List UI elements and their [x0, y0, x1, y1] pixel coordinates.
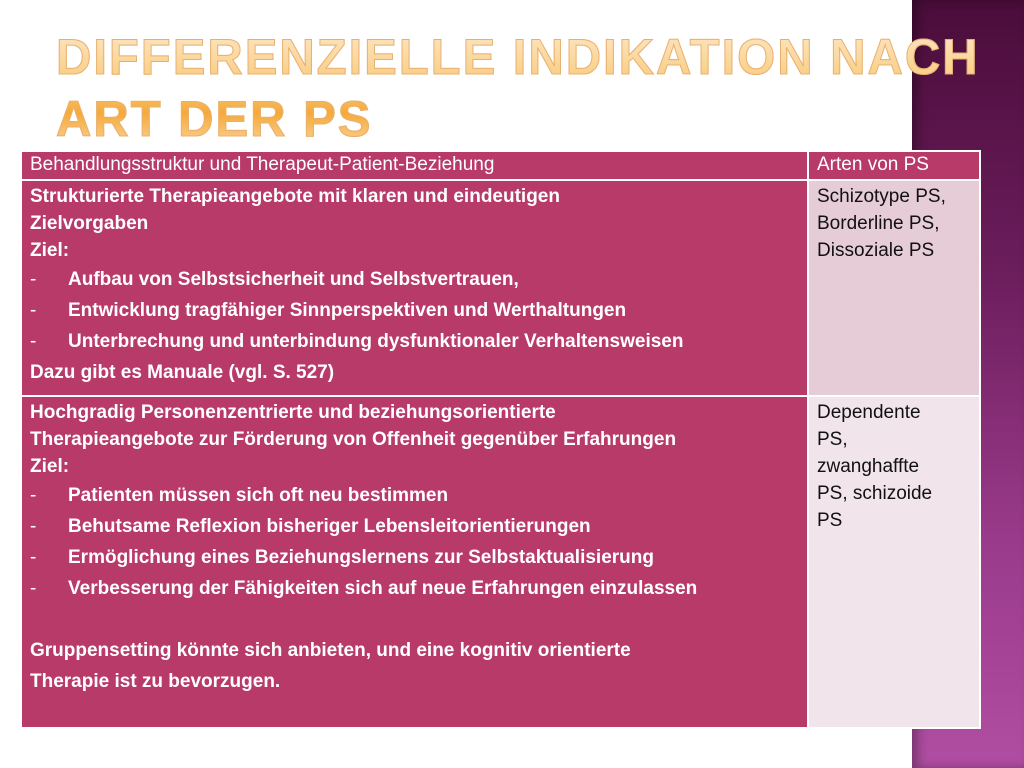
ps-type: PS [817, 510, 843, 531]
title-line-1: DIFFERENZIELLE INDIKATION NACH [56, 29, 980, 85]
list-item-text: Entwicklung tragfähiger Sinnperspektiven und Werthaltungen [68, 300, 627, 321]
dash-bullet: - [30, 485, 37, 506]
list-item-text: Ermöglichung eines Beziehungslernens zur Selbstaktualisierung [68, 547, 654, 568]
slide-title [56, 26, 980, 150]
header-ps-types: Arten von PS [808, 151, 980, 180]
ps-type: PS, [817, 429, 848, 450]
outro-line: Therapie ist zu bevorzugen. [30, 671, 281, 692]
dash-bullet: - [30, 547, 37, 568]
dash-bullet: - [30, 269, 37, 290]
table-row [21, 180, 980, 396]
ps-type: Dissoziale PS [817, 240, 935, 261]
treatment-cell [21, 180, 808, 396]
outro-line: Gruppensetting könnte sich anbieten, und eine kognitiv orientierte [30, 640, 631, 661]
intro-line: Zielvorgaben [30, 213, 149, 234]
list-item-text: Aufbau von Selbstsicherheit und Selbstvertrauen, [68, 269, 519, 290]
list-item-text: Patienten müssen sich oft neu bestimmen [68, 485, 449, 506]
ps-types-cell [808, 180, 980, 396]
title-line-2: ART DER PS [56, 91, 373, 147]
ps-type: PS, schizoide [817, 483, 933, 504]
ps-type: Borderline PS, [817, 213, 940, 234]
dash-bullet: - [30, 578, 37, 599]
dash-bullet: - [30, 300, 37, 321]
intro-line: Strukturierte Therapieangebote mit klaren und eindeutigen [30, 186, 560, 207]
intro-line: Hochgradig Personenzentrierte und beziehungsorientierte [30, 402, 556, 423]
table-header-row [21, 151, 980, 180]
goal-label: Ziel: [30, 240, 70, 261]
list-item [30, 480, 799, 511]
outro-line: Dazu gibt es Manuale (vgl. S. 527) [30, 362, 335, 383]
list-item [30, 542, 799, 573]
list-item [30, 573, 799, 604]
list-item [30, 295, 799, 326]
indication-table [20, 150, 981, 729]
list-item [30, 326, 799, 357]
list-item-text: Verbesserung der Fähigkeiten sich auf neue Erfahrungen einzulassen [68, 578, 698, 599]
goal-label: Ziel: [30, 456, 70, 477]
ps-types-cell [808, 396, 980, 728]
dash-bullet: - [30, 331, 37, 352]
ps-type: Dependente [817, 402, 921, 423]
list-item [30, 264, 799, 295]
treatment-cell [21, 396, 808, 728]
table-row [21, 396, 980, 728]
header-treatment: Behandlungsstruktur und Therapeut-Patient-Beziehung [21, 151, 808, 180]
intro-line: Therapieangebote zur Förderung von Offenheit gegenüber Erfahrungen [30, 429, 677, 450]
ps-type: Schizotype PS, [817, 186, 946, 207]
list-item-text: Behutsame Reflexion bisheriger Lebensleitorientierungen [68, 516, 591, 537]
list-item-text: Unterbrechung und unterbindung dysfunktionaler Verhaltensweisen [68, 331, 684, 352]
list-item [30, 511, 799, 542]
ps-type: zwanghaffte [817, 456, 920, 477]
dash-bullet: - [30, 516, 37, 537]
